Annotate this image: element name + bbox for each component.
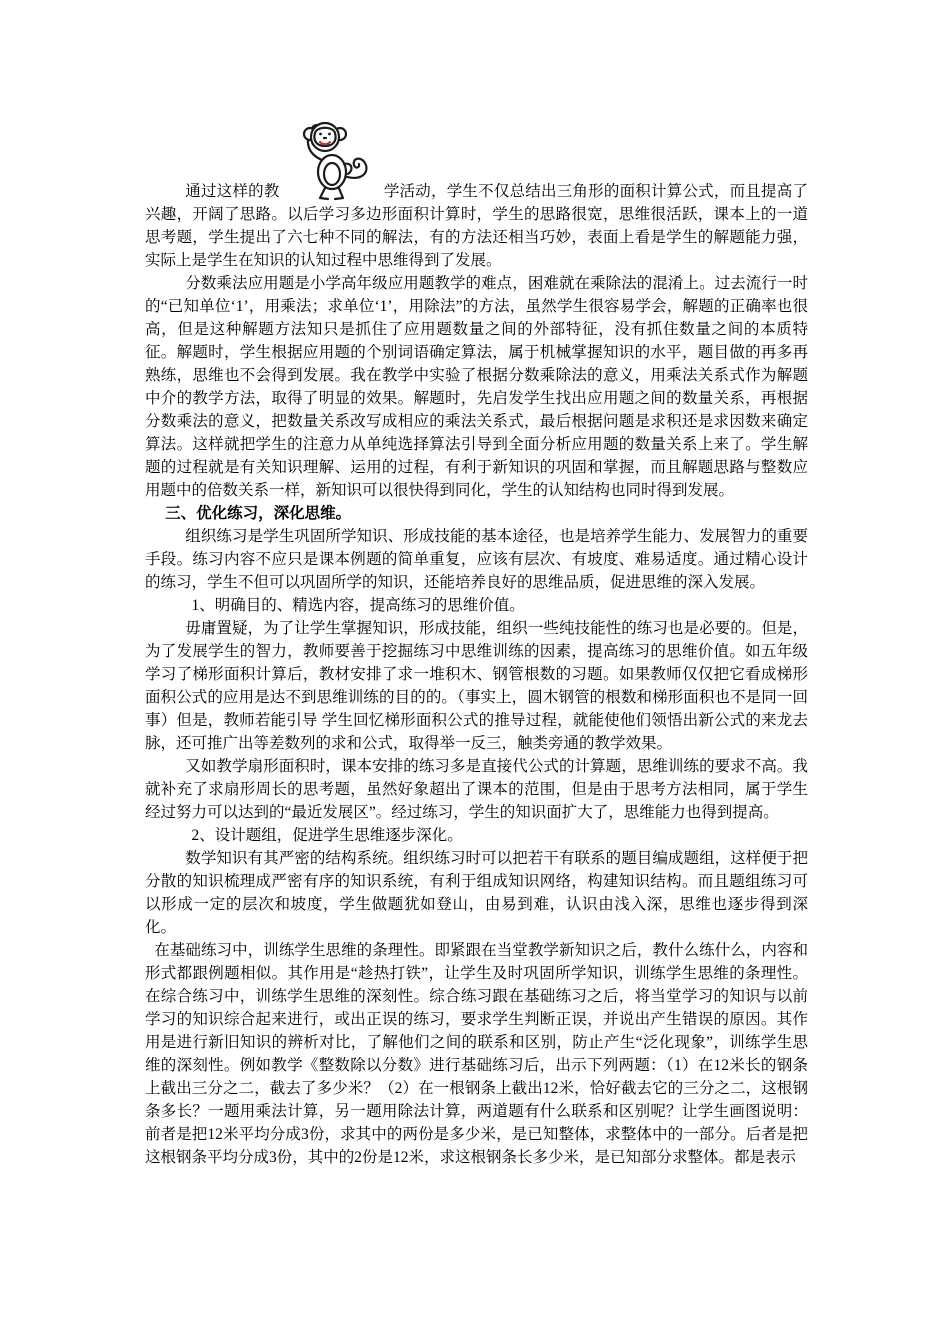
paragraph-6: 数学知识有其严密的结构系统。组织练习时可以把若干有联系的题目编成题组，这样便于把分散的知识梳理成严密有序的知识系统，有利于组成知识网络，构建知识结构。而且题组练习可以形成一定的层次和坡度，学生做题犹如登山，由易到难，认识由浅入深，思维也逐步得到深化。 <box>145 850 808 936</box>
subheading-1: 1、明确目的、精选内容，提高练习的思维价值。 <box>191 597 525 614</box>
section-heading-3: 三、优化练习，深化思维。 <box>165 505 352 522</box>
paragraph-1-text-before-image: 通过这样的教 <box>185 183 280 200</box>
paragraph-4: 毋庸置疑，为了让学生掌握知识，形成技能，组织一些纯技能性的练习也是必要的。但是，为了发展学生的智力，教师要善于挖掘练习中思维训练的因素，提高练习的思维价值。如五年级学习了梯形面积计算后，教材安排了求一堆积木、钢管根数的习题。如果教师仅仅把它看成梯形面积公式的应用是达不到思维训练的目的的。（事实上，圆木钢管的根数和梯形面积也不是同一回事）但是，教师若能引导 学生回忆梯形面积公式的推导过程，就能使他们领悟出新公式的来龙去脉，还可推广出等差数列的求和公式，取得举一反三，触类旁通的教学效果。 <box>145 620 808 752</box>
paragraph-5: 又如教学扇形面积时，课本安排的练习多是直接代公式的计算题，思维训练的要求不高。我就补充了求扇形周长的思考题，虽然好象超出了课本的范围，但是由于思考方法相同，属于学生经过努力可以达到的“最近发展区”。经过练习，学生的知识面扩大了，思维能力也得到提高。 <box>145 758 808 821</box>
monkey-clipart-image <box>282 116 378 202</box>
paragraph-1 <box>145 116 808 272</box>
paragraph-1-text-after-image: 学活动，学生不仅总结出三角形的面积计算公式，而且提高了兴趣，开阔了思路。以后学习多边形面积计算时，学生的思路很宽，思维很活跃，课本上的一道思考题，学生提出了六七种不同的解法，有的方法还相当巧妙，表面上看是学生的解题能力强，实际上是学生在知识的认知过程中思维得到了发展。 <box>145 183 808 269</box>
paragraph-3: 组织练习是学生巩固所学知识、形成技能的基本途径，也是培养学生能力、发展智力的重要手段。练习内容不应只是课本例题的简单重复，应该有层次、有坡度、难易适度。通过精心设计的练习，学生不但可以巩固所学的知识，还能培养良好的思维品质，促进思维的深入发展。 <box>145 528 808 591</box>
subheading-2: 2、设计题组，促进学生思维逐步深化。 <box>191 827 463 844</box>
paragraph-7: 在基础练习中，训练学生思维的条理性。即紧跟在当堂教学新知识之后，教什么练什么，内容和形式都跟例题相似。其作用是“趁热打铁”，让学生及时巩固所学知识，训练学生思维的条理性。在综合练习中，训练学生思维的深刻性。综合练习跟在基础练习之后，将当堂学习的知识与以前学习的知识综合起来进行，或出正误的练习，要求学生判断正误，并说出产生错误的原因。其作用是进行新旧知识的辨析对比，了解他们之间的联系和区别，防止产生“泛化现象”，训练学生思维的深刻性。例如教学《整数除以分数》进行基础练习后，出示下列两题：（1）在12米长的钢条上截出三分之二，截去了多少米？（2）在一根钢条上截出12米，恰好截去它的三分之二，这根钢条多长？一题用乘法计算，另一题用除法计算，两道题有什么联系和区别呢？让学生画图说明：前者是把12米平均分成3份，求其中的两份是多少米，是已知整体，求整体中的一部分。后者是把这根钢条平均分成3份，其中的2份是12米，求这根钢条长多少米，是已知部分求整体。都是表示 <box>145 942 808 1166</box>
paragraph-2: 分数乘法应用题是小学高年级应用题教学的难点，困难就在乘除法的混淆上。过去流行一时的“已知单位‘1’，用乘法；求单位‘1’，用除法”的方法，虽然学生很容易学会，解题的正确率也很高，但是这种解题方法知只是抓住了应用题数量之间的外部特征，没有抓住数量之间的本质特征。解题时，学生根据应用题的个别词语确定算法，属于机械掌握知识的水平，题目做的再多再熟练，思维也不会得到发展。我在教学中实验了根据分数乘除法的意义，用乘法关系式作为解题中介的教学方法，取得了明显的效果。解题时，先启发学生找出应用题之间的数量关系，再根据分数乘法的意义，把数量关系改写成相应的乘法关系式，最后根据问题是求积还是求因数来确定算法。这样就把学生的注意力从单纯选择算法引导到全面分析应用题的数量关系上来了。学生解题的过程就是有关知识理解、运用的过程，有利于新知识的巩固和掌握，而且解题思路与整数应用题中的倍数关系一样，新知识可以很快得到同化，学生的认知结构也同时得到发展。 <box>145 275 808 499</box>
